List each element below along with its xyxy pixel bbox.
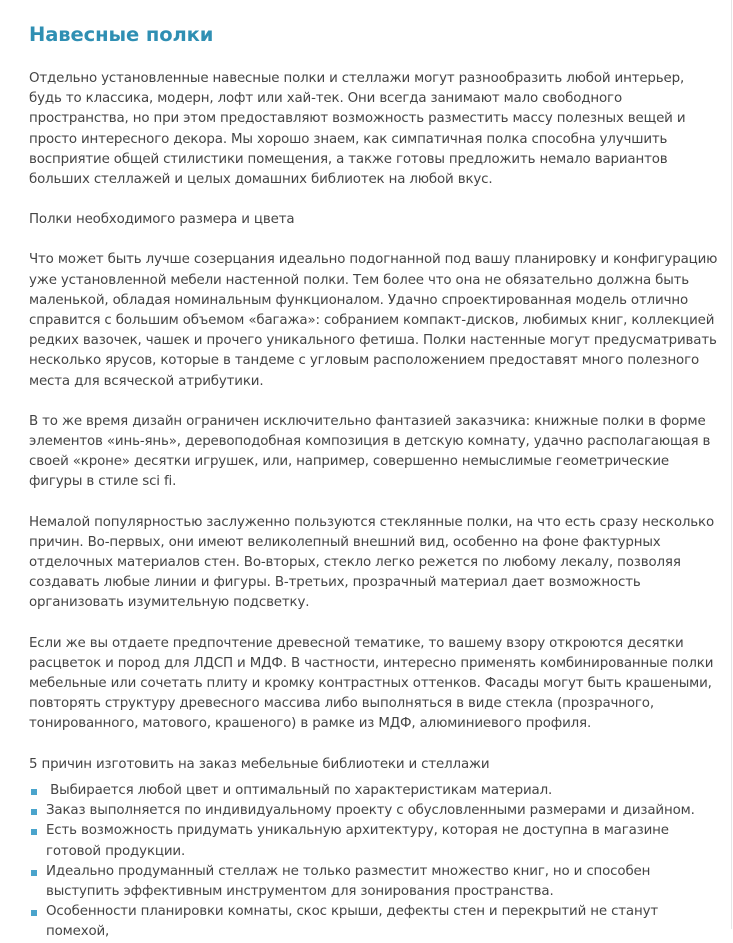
reason-text: Есть возможность придумать уникальную архитектуру, которая не доступна в магазине готовой продукции. bbox=[46, 823, 669, 859]
subheading-sizes-colors: Полки необходимого размера и цвета bbox=[29, 212, 295, 228]
paragraph-design: В то же время дизайн ограничен исключительно фантазией заказчика: книжные полки в форме элементов «инь-янь», деревоподобная композиция в детскую комнату, удачно располагающая в своей «кроне» десятки игрушек, или, например, совершенно немыслимые геометрические фигуры в стиле sci fi. bbox=[29, 413, 711, 490]
square-bullet-icon bbox=[31, 870, 37, 876]
intro-paragraph: Отдельно установленные навесные полки и стеллажи могут разнообразить любой интерьер, будь то классика, модерн, лофт или хай-тек. Они всегда занимают мало свободного пространства, но при этом предоставляют возможность разместить массу полезных вещей и просто интересного декора. Мы хорошо знаем, как симпатичная полка способна улучшить восприятие общей стилистики помещения, а также готовы предложить немало вариантов больших стеллажей и целых домашних библиотек на любой вкус. bbox=[29, 71, 686, 188]
article-title: Навесные полки bbox=[29, 23, 214, 46]
list-item bbox=[29, 902, 719, 942]
list-item bbox=[29, 821, 719, 861]
list-item bbox=[29, 862, 719, 902]
reasons-list bbox=[29, 781, 719, 943]
article-content bbox=[29, 18, 719, 943]
square-bullet-icon bbox=[31, 809, 37, 815]
reason-text: Особенности планировки комнаты, скос крыши, дефекты стен и перекрытий не станут помехой, bbox=[46, 904, 659, 940]
paragraph-wood-materials: Если же вы отдаете предпочтение древесной тематике, то вашему взору откроются десятки расцветок и пород для ЛДСП и МДФ. В частности, интересно применять комбинированные полки мебельные или сочетать плиту и кромку контрастных оттенков. Фасады могут быть крашеными, повторять структуру древесного массива либо выполняться в виде стекла (прозрачного, тонированного, матового, крашеного) в рамке из МДФ, алюминиевого профиля. bbox=[29, 635, 714, 732]
list-item bbox=[29, 801, 719, 821]
square-bullet-icon bbox=[31, 910, 37, 916]
paragraph-wall-shelves: Что может быть лучше созерцания идеально подогнанной под вашу планировку и конфигурацию уже установленной мебели настенной полки. Тем более что она не обязательно должна быть маленькой, обладая номинальным функционалом. Удачно спроектированная модель отлично справится с большим объемом «багажа»: собранием компакт-дисков, любимых книг, коллекцией редких вазочек, чашек и прочего уникального фетиша. Полки настенные могут предусматривать несколько ярусов, которые в тандеме с угловым расположением предоставят много полезного места для всяческой атрибутики. bbox=[29, 252, 718, 389]
reason-text: Заказ выполняется по индивидуальному проекту с обусловленными размерами и дизайном. bbox=[46, 803, 695, 819]
subheading-reasons: 5 причин изготовить на заказ мебельные библиотеки и стеллажи bbox=[29, 756, 490, 772]
reason-text: Идеально продуманный стеллаж не только разместит множество книг, но и способен выступить эффективным инструментом для зонирования пространства. bbox=[46, 863, 651, 899]
list-item bbox=[29, 781, 719, 801]
paragraph-glass-shelves: Немалой популярностью заслуженно пользуются стеклянные полки, на что есть сразу несколько причин. Во-первых, они имеют великолепный внешний вид, особенно на фоне фактурных отделочных материалов стен. Во-вторых, стекло легко режется по любому лекалу, позволяя создавать любые линии и фигуры. В-третьих, прозрачный материал дает возможность организовать изумительную подсветку. bbox=[29, 514, 715, 611]
square-bullet-icon bbox=[31, 789, 37, 795]
reason-text: Выбирается любой цвет и оптимальный по характеристикам материал. bbox=[46, 782, 553, 798]
square-bullet-icon bbox=[31, 829, 37, 835]
